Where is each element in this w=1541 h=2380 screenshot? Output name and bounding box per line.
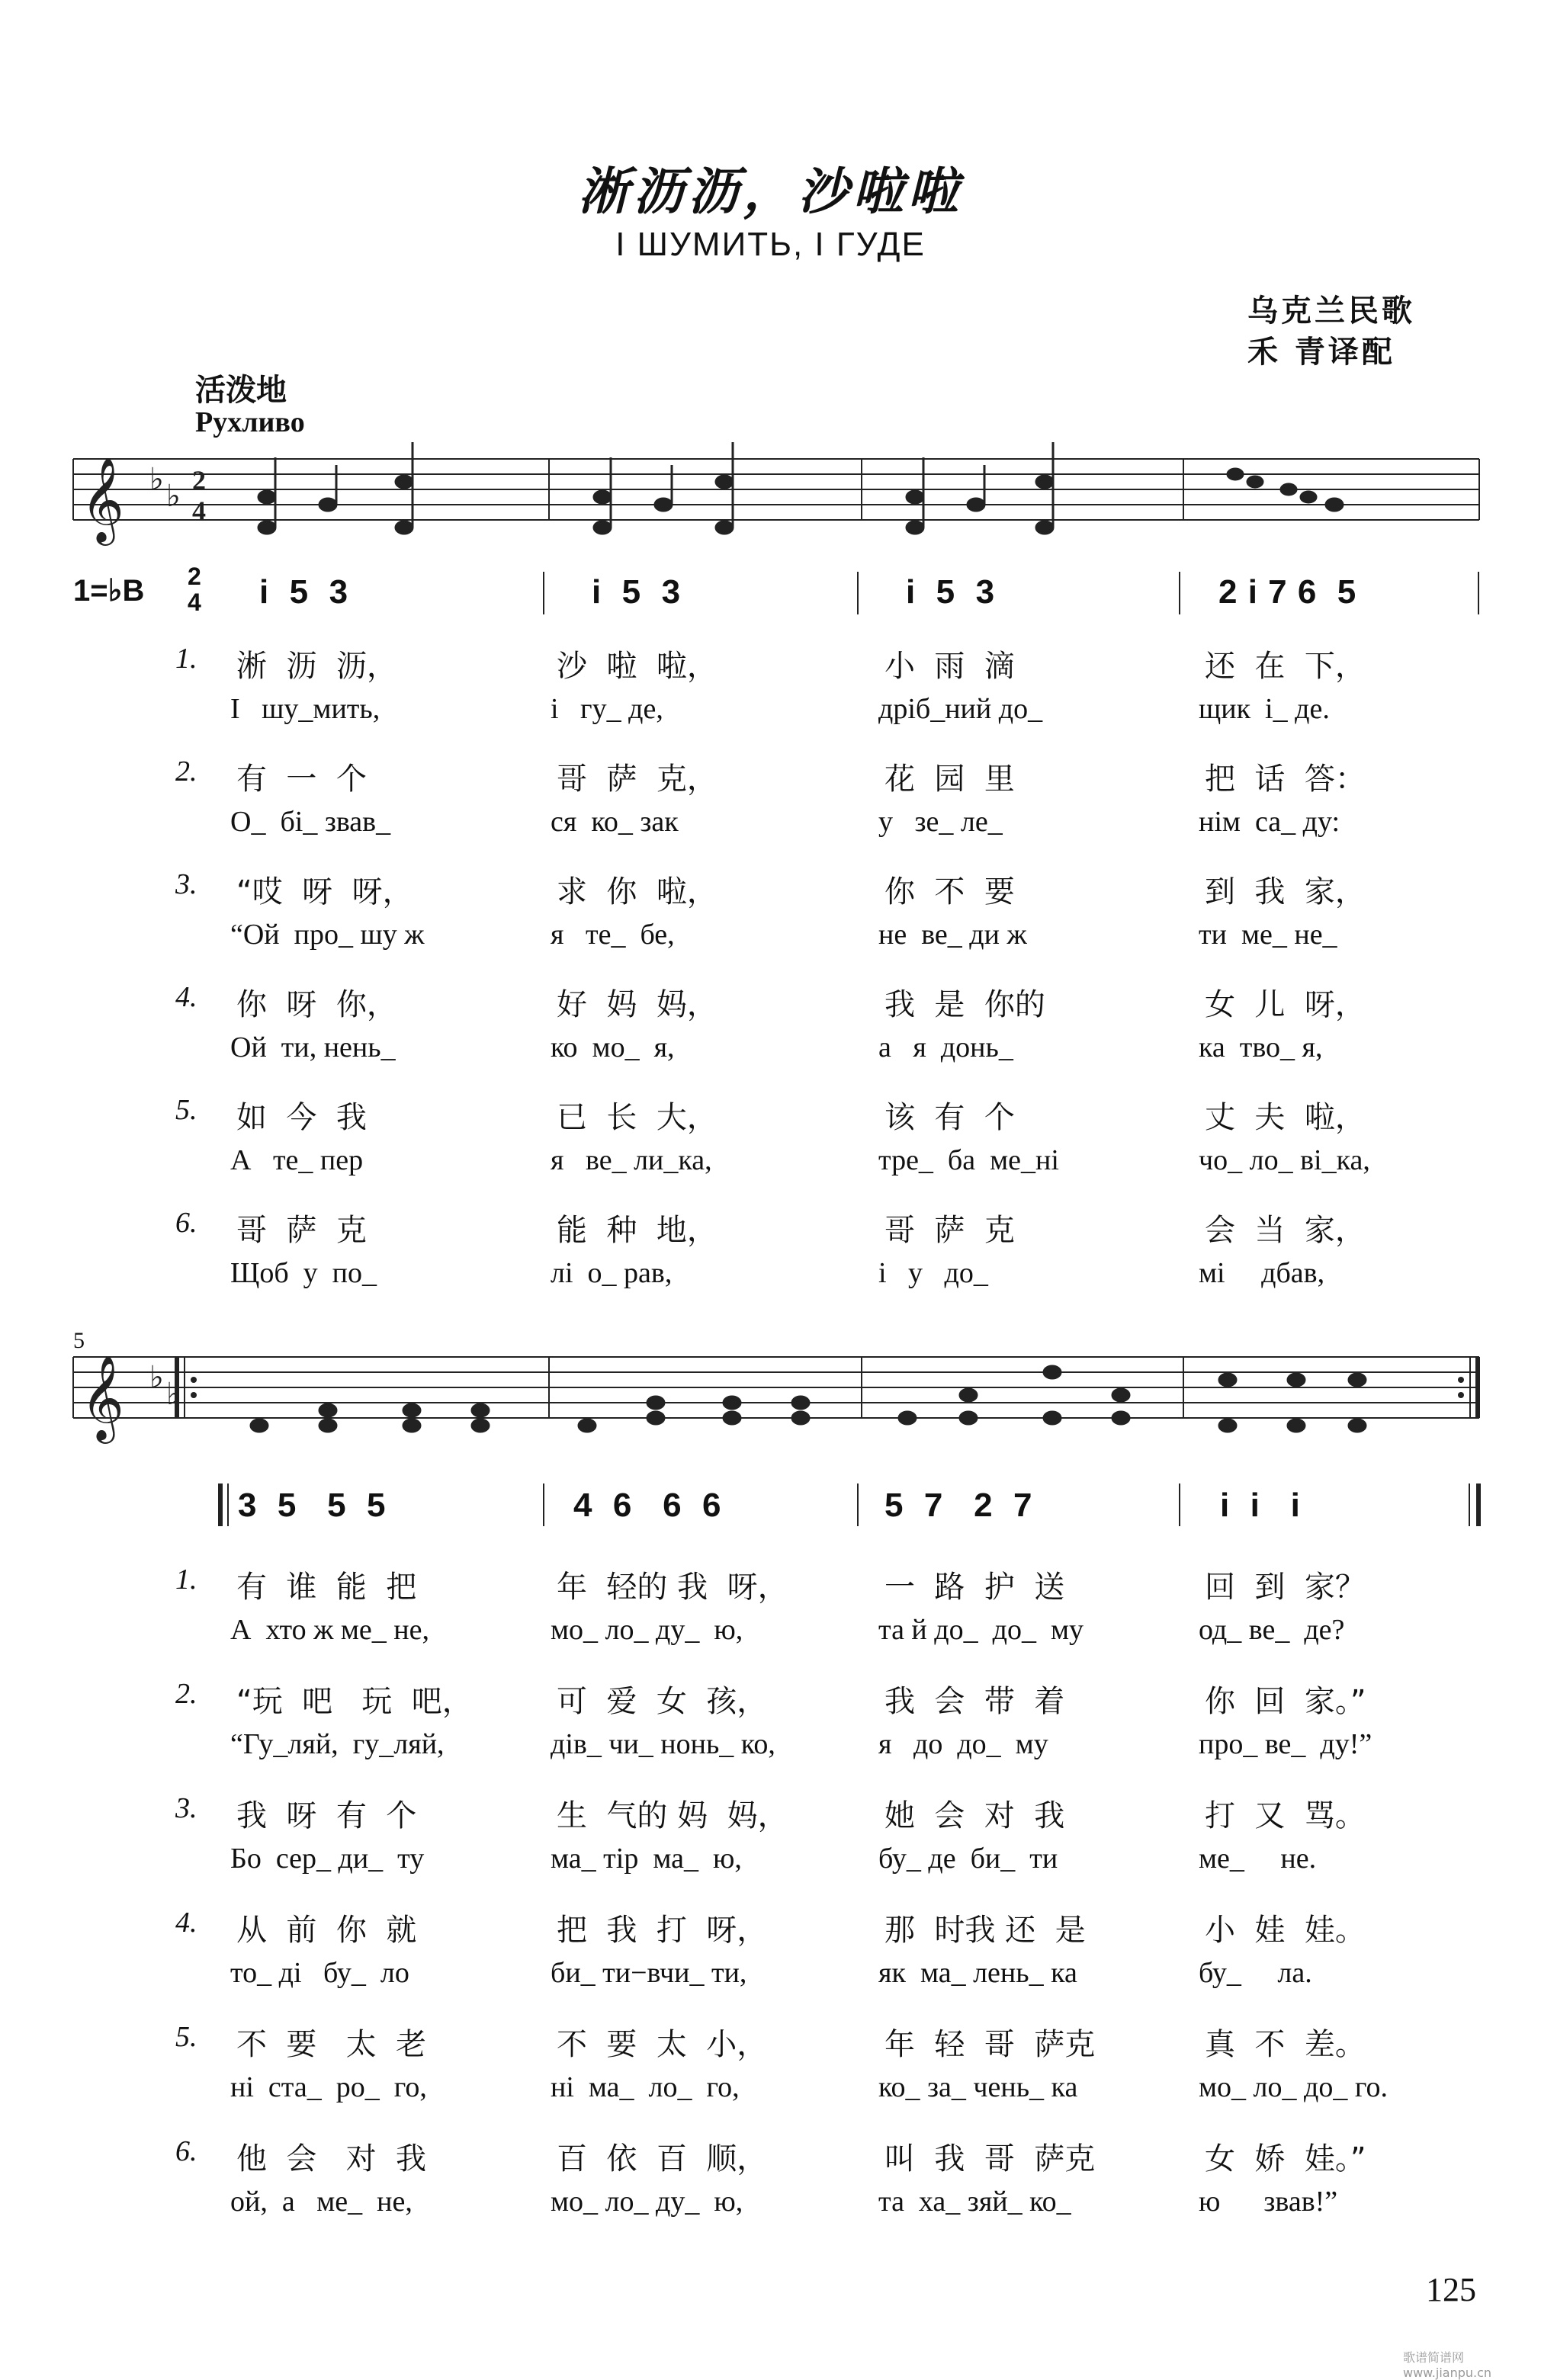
lyric-uk: у зе_ ле_	[878, 806, 1003, 838]
lyric-uk: не ве_ ди ж	[878, 919, 1027, 951]
lyric-zh: 好 妈 妈，	[557, 987, 718, 1022]
origin-credit: 乌克兰民歌	[1247, 293, 1415, 329]
lyric-uk: ко_ за_ чень_ ка	[878, 2071, 1078, 2103]
verse-number: 1.	[175, 643, 197, 675]
lyric-zh: 会 当 家，	[1205, 1213, 1366, 1248]
jianpu-measure: i 5 3	[259, 573, 349, 611]
watermark: 歌谱简谱网 www.jianpu.cn	[1403, 2350, 1492, 2380]
lyric-zh: 一 路 护 送	[884, 1570, 1065, 1605]
lyric-zh: 我 呀 有 个	[236, 1798, 417, 1833]
treble-clef-icon: 𝄞	[81, 457, 124, 542]
verse-number: 1.	[175, 1564, 197, 1596]
lyric-uk: би_ ти−вчи_ ти,	[551, 1957, 747, 1989]
translator-credit: 禾 青译配	[1247, 335, 1395, 370]
lyric-zh: 你 呀 你，	[236, 987, 397, 1022]
lyric-uk: Щоб у по_	[230, 1257, 377, 1289]
lyric-uk: ко мо_ я,	[551, 1031, 675, 1063]
lyric-zh: 到 我 家，	[1205, 874, 1366, 909]
lyric-uk: ні ста_ ро_ го,	[230, 2071, 427, 2103]
jianpu-measure: 2 i 7 6 5	[1218, 573, 1357, 611]
lyric-zh: 哥 萨 克，	[557, 762, 718, 797]
lyric-uk: нім са_ ду:	[1199, 806, 1340, 838]
lyric-uk: “Ой про_ шу ж	[230, 919, 425, 951]
lyric-zh: 有 一 个	[236, 762, 367, 797]
lyric-zh: 哥 萨 克	[884, 1213, 1015, 1248]
flat-icon: ♭	[166, 1377, 181, 1412]
lyric-zh: 把 我 打 呀，	[557, 1913, 768, 1948]
lyric-zh: 叫 我 哥 萨克	[884, 2141, 1096, 2176]
lyric-uk: ме_ не.	[1199, 1843, 1317, 1875]
lyric-uk: щик і_ де.	[1199, 693, 1330, 725]
lyric-uk: то_ ді бу_ ло	[230, 1957, 409, 1989]
lyric-uk: ся ко_ зак	[551, 806, 679, 838]
treble-clef-icon: 𝄞	[81, 1355, 124, 1440]
lyric-zh: 该 有 个	[884, 1100, 1015, 1135]
lyric-uk: та й до_ до_ му	[878, 1614, 1084, 1646]
verse-number: 2.	[175, 755, 197, 787]
notes-system-2	[251, 1366, 1366, 1432]
lyric-uk: од_ ве_ де?	[1199, 1614, 1345, 1646]
lyric-uk: я до до_ му	[878, 1728, 1048, 1760]
lyric-zh: 我 会 带 着	[884, 1684, 1065, 1719]
lyric-zh: 淅 沥 沥，	[236, 649, 397, 684]
lyric-zh: 小 雨 滴	[884, 649, 1015, 684]
lyric-zh: “玩 吧 玩 吧，	[236, 1684, 473, 1719]
lyric-zh: 不 要 太 老	[236, 2027, 427, 2062]
lyric-zh: 女 娇 娃。”	[1205, 2141, 1366, 2176]
jianpu-measure: i i i	[1220, 1487, 1301, 1524]
lyric-zh: 求 你 啦，	[557, 874, 718, 909]
flat-icon: ♭	[166, 479, 181, 514]
lyric-zh: 她 会 对 我	[884, 1798, 1065, 1833]
time-sig-bottom: 4	[188, 589, 201, 616]
lyric-uk: “Гу_ляй, гу_ляй,	[230, 1728, 445, 1760]
lyric-zh: 他 会 对 我	[236, 2141, 427, 2176]
lyric-uk: бу_ де би_ ти	[878, 1843, 1058, 1875]
lyric-uk: і у до_	[878, 1257, 988, 1289]
lyric-uk: О_ бі_ звав_	[230, 806, 391, 838]
song-subtitle: І ШУМИТЬ, І ГУДЕ	[615, 226, 926, 263]
lyric-zh: 你 回 家。”	[1205, 1684, 1366, 1719]
lyric-uk: лі о_ рав,	[551, 1257, 673, 1289]
jianpu-measure: 4 6 6 6	[573, 1487, 722, 1524]
key-signature: 1=♭B	[73, 574, 145, 608]
jianpu-measure: 5 7 2 7	[884, 1487, 1033, 1524]
page-number: 125	[1426, 2271, 1476, 2308]
lyric-uk: мо_ ло_ ду_ ю,	[551, 2186, 743, 2218]
tempo-zh: 活泼地	[195, 373, 287, 408]
lyric-zh: 还 在 下，	[1205, 649, 1366, 684]
tempo-uk: Рухливо	[195, 406, 305, 438]
lyric-uk: Ой ти, нень_	[230, 1031, 396, 1063]
jianpu-measure: i 5 3	[592, 573, 682, 611]
verse-number: 3.	[175, 868, 197, 900]
lyric-zh: 那 时我 还 是	[884, 1913, 1086, 1948]
staff-system-2	[73, 1357, 1479, 1418]
verse-number: 3.	[175, 1792, 197, 1824]
lyric-zh: “哎 呀 呀，	[236, 874, 413, 909]
lyric-zh: 能 种 地，	[557, 1213, 718, 1248]
jianpu-measure: 3 5 5 5	[238, 1487, 387, 1524]
lyric-uk: ой, а ме_ не,	[230, 2186, 413, 2218]
lyric-uk: Бо сер_ ди_ ту	[230, 1843, 425, 1875]
lyric-zh: 生 气的 妈 妈，	[557, 1798, 788, 1833]
lyric-zh: 年 轻 哥 萨克	[884, 2027, 1096, 2062]
lyric-zh: 不 要 太 小，	[557, 2027, 768, 2062]
lyric-uk: ма_ тір ма_ ю,	[551, 1843, 742, 1875]
lyric-zh: 年 轻的 我 呀，	[557, 1570, 788, 1605]
lyric-uk: ка тво_ я,	[1199, 1031, 1323, 1063]
svg-text:4: 4	[192, 496, 206, 526]
lyric-uk: тре_ ба ме_ні	[878, 1144, 1059, 1176]
verse-number: 5.	[175, 1094, 197, 1126]
lyric-zh: 真 不 差。	[1205, 2027, 1366, 2062]
verse-number: 2.	[175, 1678, 197, 1710]
lyric-uk: і гу_ де,	[551, 693, 663, 725]
measure-number: 5	[73, 1328, 85, 1353]
lyric-uk: як ма_ лень_ ка	[878, 1957, 1077, 1989]
svg-text:2: 2	[192, 465, 206, 496]
lyric-zh: 打 又 骂。	[1205, 1798, 1366, 1833]
lyric-uk: ти ме_ не_	[1199, 919, 1337, 951]
verse-number: 4.	[175, 981, 197, 1013]
lyric-zh: 有 谁 能 把	[236, 1570, 417, 1605]
lyric-zh: 小 娃 娃。	[1205, 1913, 1366, 1948]
lyric-uk: І шу_мить,	[230, 693, 380, 725]
lyric-uk: бу_ ла.	[1199, 1957, 1312, 1989]
lyric-zh: 花 园 里	[884, 762, 1015, 797]
lyric-uk: я те_ бе,	[551, 919, 675, 951]
lyric-uk: а я донь_	[878, 1031, 1013, 1063]
flat-icon: ♭	[149, 462, 164, 497]
song-title: 淅沥沥，沙啦啦	[578, 162, 963, 221]
lyric-uk: мо_ ло_ ду_ ю,	[551, 1614, 743, 1646]
lyric-uk: та ха_ зяй_ ко_	[878, 2186, 1071, 2218]
lyric-uk: дріб_ний до_	[878, 693, 1043, 725]
lyric-uk: мі дбав,	[1199, 1257, 1325, 1289]
lyric-zh: 百 依 百 顺，	[557, 2141, 768, 2176]
lyric-zh: 把 话 答：	[1205, 762, 1366, 797]
verse-number: 6.	[175, 2135, 197, 2167]
verse-number: 5.	[175, 2021, 197, 2053]
lyric-uk: дів_ чи_ нонь_ ко,	[551, 1728, 775, 1760]
verse-number: 4.	[175, 1907, 197, 1939]
jianpu-measure: i 5 3	[906, 573, 996, 611]
lyric-uk: ні ма_ ло_ го,	[551, 2071, 740, 2103]
lyric-uk: А хто ж ме_ не,	[230, 1614, 429, 1646]
lyric-zh: 可 爱 女 孩，	[557, 1684, 768, 1719]
lyric-zh: 我 是 你的	[884, 987, 1045, 1022]
lyric-zh: 女 儿 呀，	[1205, 987, 1366, 1022]
flat-icon: ♭	[149, 1360, 164, 1395]
lyric-zh: 如 今 我	[236, 1100, 367, 1135]
time-sig-top: 2	[188, 563, 201, 590]
lyric-uk: ю звав!”	[1199, 2186, 1338, 2218]
lyric-uk: мо_ ло_ до_ го.	[1199, 2071, 1388, 2103]
lyric-zh: 已 长 大，	[557, 1100, 718, 1135]
lyric-uk: про_ ве_ ду!”	[1199, 1728, 1372, 1760]
lyric-zh: 从 前 你 就	[236, 1913, 417, 1948]
lyric-zh: 丈 夫 啦，	[1205, 1100, 1366, 1135]
lyric-zh: 哥 萨 克	[236, 1213, 367, 1248]
verse-number: 6.	[175, 1207, 197, 1239]
lyric-uk: А те_ пер	[230, 1144, 364, 1176]
lyric-zh: 你 不 要	[884, 874, 1015, 909]
lyric-zh: 沙 啦 啦，	[557, 649, 718, 684]
lyric-zh: 回 到 家？	[1205, 1570, 1366, 1605]
lyric-uk: я ве_ ли_ка,	[551, 1144, 712, 1176]
lyric-uk: чо_ ло_ ві_ка,	[1199, 1144, 1370, 1176]
